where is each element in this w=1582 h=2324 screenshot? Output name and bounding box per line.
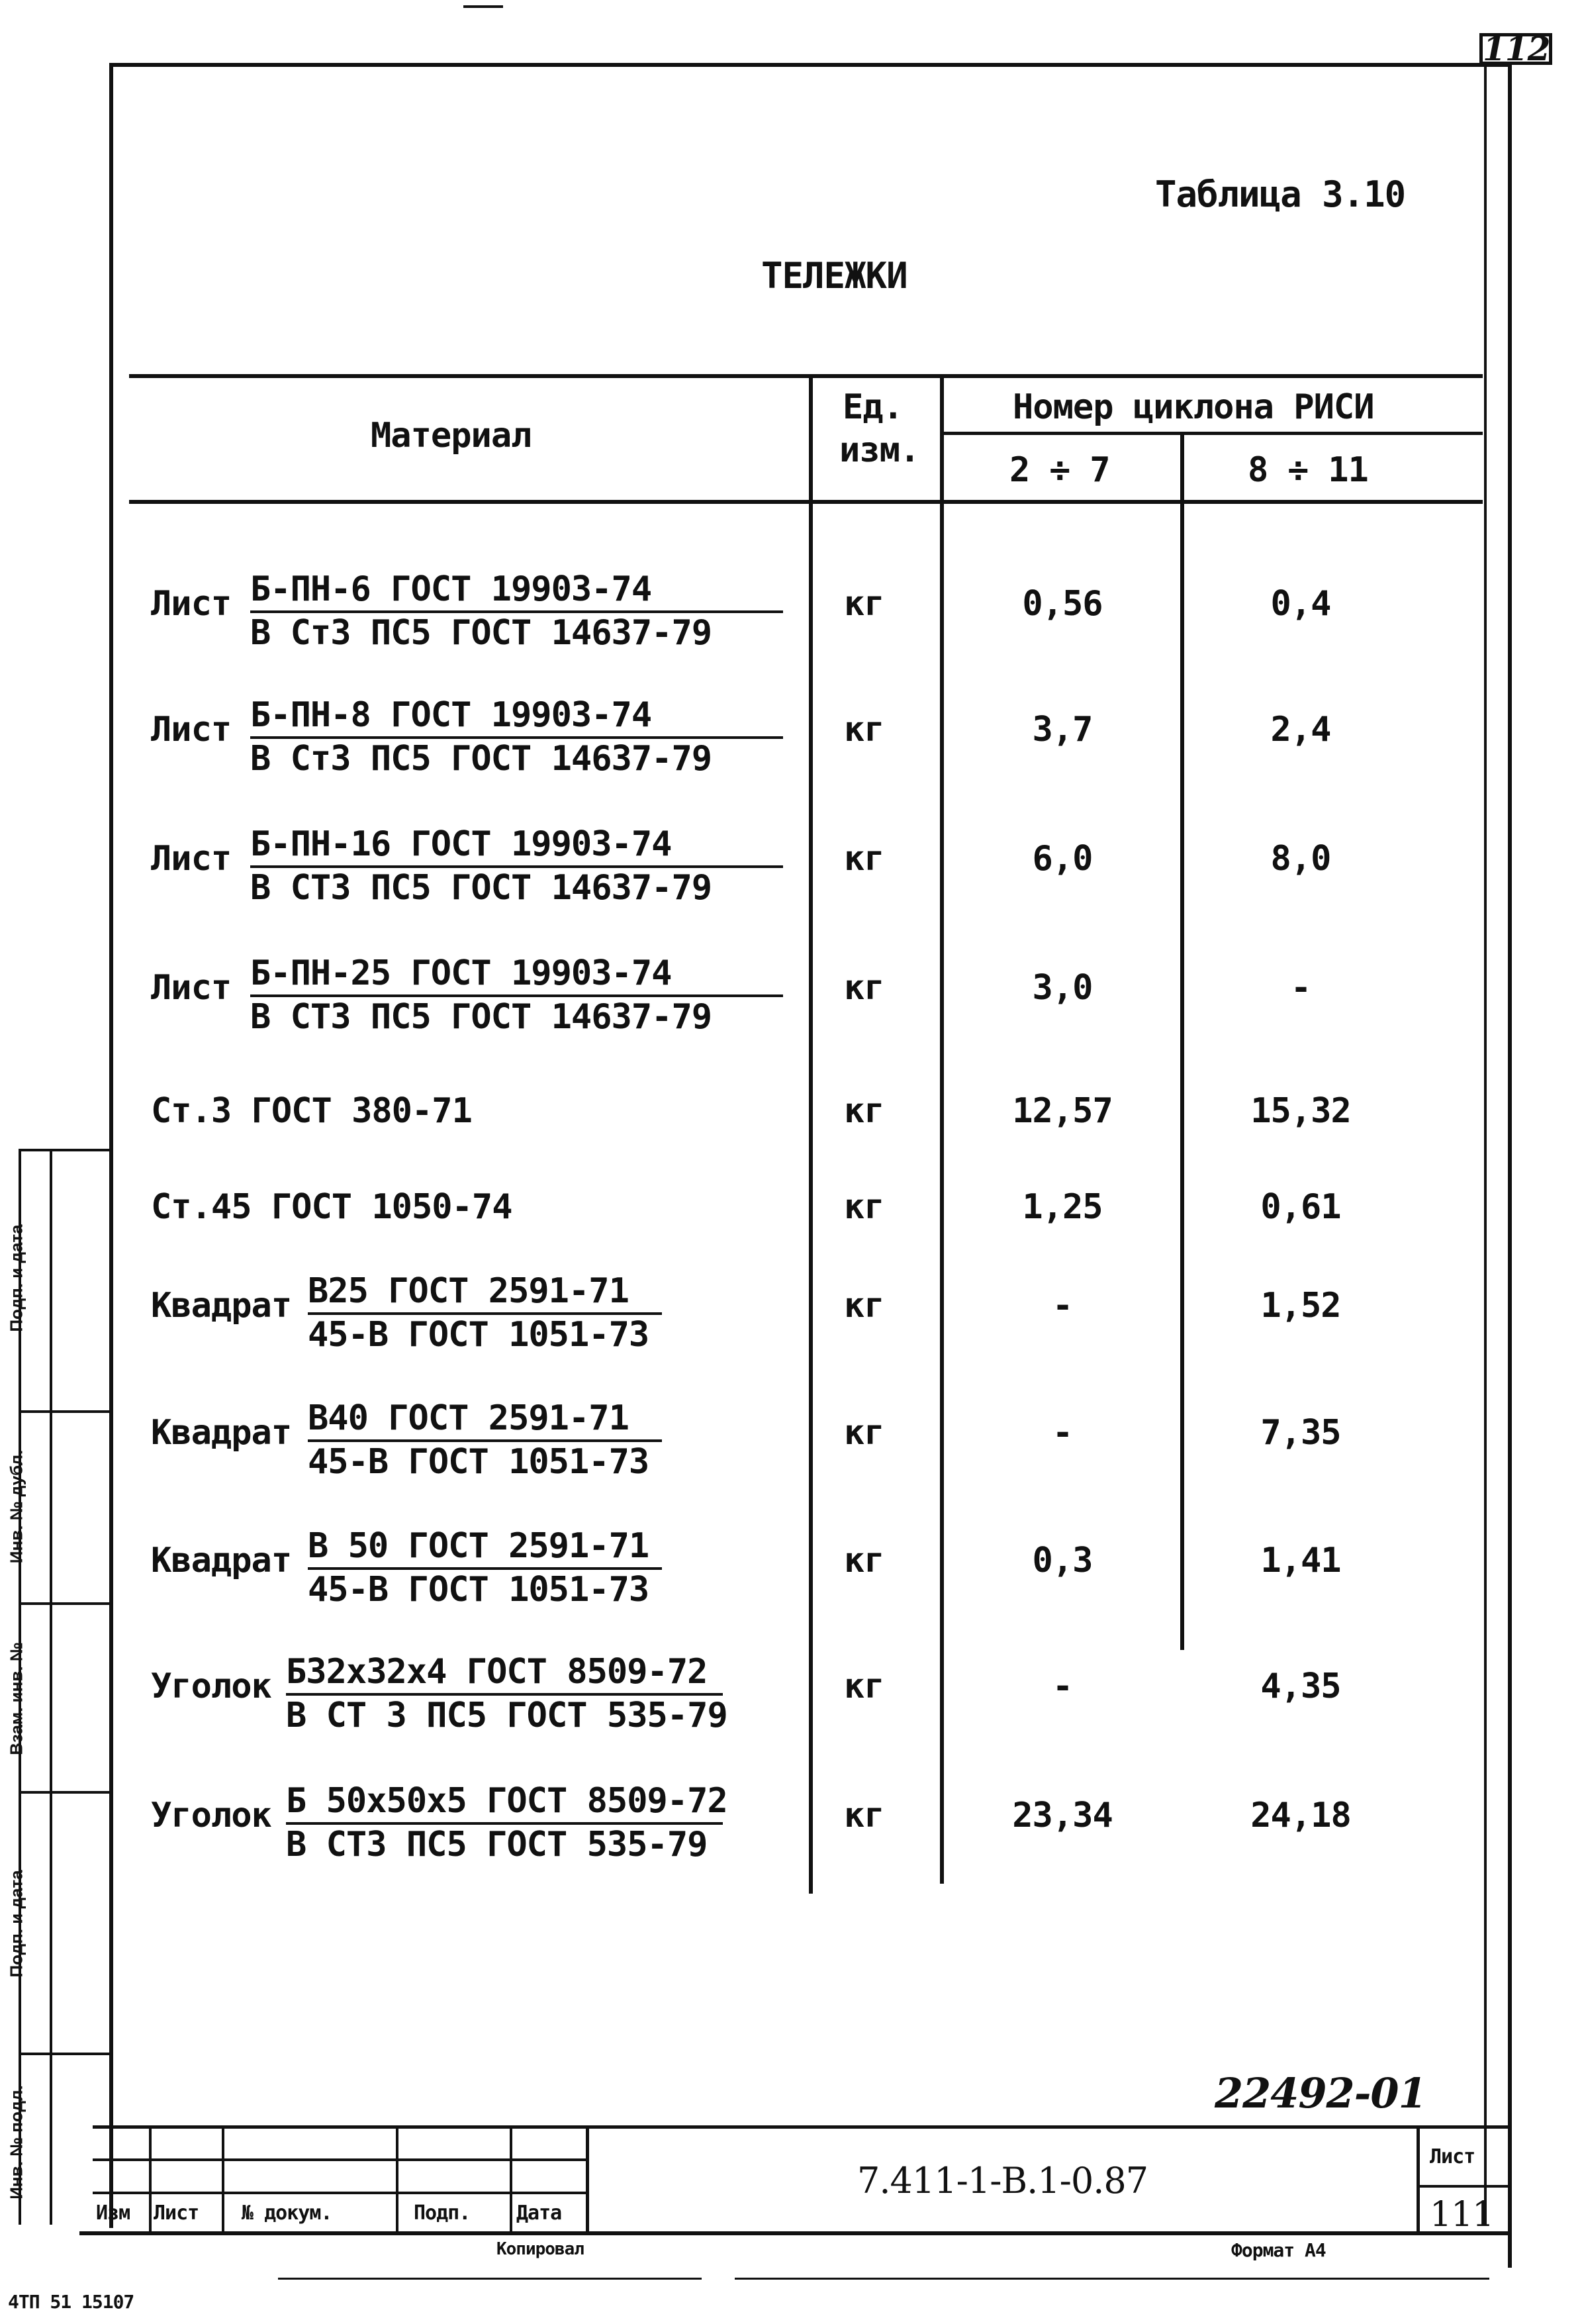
row-material-top: Б 50х50х5 ГОСТ 8509-72 <box>286 1781 727 1821</box>
row-unit: кг <box>844 1413 884 1453</box>
row-value-col1: 23,34 <box>1012 1796 1113 1835</box>
title-block-v5 <box>586 2125 589 2231</box>
row-material-top: Б-ПН-8 ГОСТ 19903-74 <box>250 695 652 735</box>
tb-col-list: Лист <box>154 2202 199 2225</box>
header-bottom-rule <box>129 500 1483 504</box>
row-material-top: Ст.45 ГОСТ 1050-74 <box>151 1187 512 1227</box>
row-prefix: Квадрат <box>151 1413 292 1453</box>
header-unit-line1: Ед. <box>843 387 903 427</box>
row-prefix: Лист <box>151 839 232 879</box>
header-col1: 2 ÷ 7 <box>1009 450 1110 490</box>
header-group: Номер циклона РИСИ <box>1013 387 1374 427</box>
row-unit: кг <box>844 1187 884 1227</box>
side-stamp <box>46 1149 109 2228</box>
frame-bottom <box>79 2231 1509 2235</box>
tb-col-izm: Изм <box>96 2202 130 2225</box>
row-value-col1: 6,0 <box>1032 839 1093 879</box>
row-value-col1: 3,7 <box>1032 710 1093 750</box>
row-value-col2: 2,4 <box>1270 710 1331 750</box>
row-unit: кг <box>844 968 884 1008</box>
row-unit: кг <box>844 1286 884 1326</box>
format-label: Формат А4 <box>1231 2239 1326 2261</box>
side-stamp-sep-4 <box>19 2053 111 2055</box>
row-unit: кг <box>844 1091 884 1131</box>
row-value-col1: - <box>1052 1413 1073 1453</box>
side-stamp-label-4: Подп. и дата <box>6 1870 26 1978</box>
row-value-col2: 1,52 <box>1260 1286 1341 1326</box>
row-prefix: Лист <box>151 584 232 624</box>
frame-left <box>109 63 113 2228</box>
row-value-col2: 8,0 <box>1270 839 1331 879</box>
frame-right-inner <box>1484 66 1487 2225</box>
row-value-col1: 1,25 <box>1022 1187 1103 1227</box>
row-material-bottom: В Ст3 ПС5 ГОСТ 14637-79 <box>250 739 712 779</box>
row-material-top: Ст.3 ГОСТ 380-71 <box>151 1091 472 1131</box>
header-unit-line2: изм. <box>839 430 920 470</box>
header-col2: 8 ÷ 11 <box>1248 450 1368 490</box>
side-stamp-label-2: Инв. № дубл. <box>6 1449 26 1564</box>
row-unit: кг <box>844 1796 884 1835</box>
row-material-top: Б32х32х4 ГОСТ 8509-72 <box>286 1652 708 1692</box>
row-value-col1: - <box>1052 1667 1073 1706</box>
sheet-label: Лист <box>1430 2145 1475 2168</box>
row-material-bottom: В СТ 3 ПС5 ГОСТ 535-79 <box>286 1696 727 1735</box>
side-stamp-label-5: Инв. № подл. <box>6 2085 26 2200</box>
row-material-bottom: 45-В ГОСТ 1051-73 <box>308 1315 649 1355</box>
row-value-col2: 0,4 <box>1270 584 1331 624</box>
header-material: Материал <box>371 416 532 456</box>
row-value-col1: - <box>1052 1286 1073 1326</box>
title-block-v3 <box>396 2125 398 2231</box>
row-value-col1: 12,57 <box>1012 1091 1113 1131</box>
row-value-col1: 3,0 <box>1032 968 1093 1008</box>
row-value-col2: 0,61 <box>1260 1187 1341 1227</box>
row-value-col2: 24,18 <box>1250 1796 1351 1835</box>
side-stamp-label-3: Взам. инв. № <box>6 1642 26 1755</box>
row-unit: кг <box>844 710 884 750</box>
bottom-left-code: 4ТП 51 15107 <box>8 2291 134 2313</box>
title-block-v1 <box>149 2125 152 2231</box>
row-value-col1: 0,56 <box>1022 584 1103 624</box>
sheet-corner-number: 112 <box>1483 29 1550 68</box>
scan-mark <box>463 5 503 8</box>
bottom-rule-left <box>278 2278 702 2280</box>
side-stamp-sep-2 <box>19 1602 111 1605</box>
tb-col-dokum: № докум. <box>242 2202 332 2225</box>
row-prefix: Уголок <box>151 1667 271 1706</box>
tb-col-podp: Подп. <box>414 2202 471 2225</box>
row-prefix: Квадрат <box>151 1541 292 1580</box>
header-top-rule <box>129 374 1483 378</box>
col-line-3 <box>1180 432 1184 1650</box>
title-block-v6 <box>1417 2125 1420 2231</box>
row-material-bottom: 45-В ГОСТ 1051-73 <box>308 1570 649 1610</box>
title-block-top <box>93 2125 1509 2129</box>
tb-col-data: Дата <box>516 2202 562 2225</box>
row-value-col2: 15,32 <box>1250 1091 1351 1131</box>
row-material-bottom: В Ст3 ПС5 ГОСТ 14637-79 <box>250 613 712 653</box>
row-material-top: В 50 ГОСТ 2591-71 <box>308 1526 649 1566</box>
frame-right <box>1508 63 1512 2268</box>
row-material-bottom: В СТ3 ПС5 ГОСТ 535-79 <box>286 1825 708 1864</box>
row-value-col2: - <box>1290 968 1311 1008</box>
row-prefix: Квадрат <box>151 1286 292 1326</box>
row-unit: кг <box>844 839 884 879</box>
frame-top <box>109 63 1509 67</box>
row-value-col2: 4,35 <box>1260 1667 1341 1706</box>
col-line-2 <box>940 374 944 1884</box>
row-material-top: В40 ГОСТ 2591-71 <box>308 1398 629 1438</box>
row-prefix: Уголок <box>151 1796 271 1835</box>
row-value-col2: 1,41 <box>1260 1541 1341 1580</box>
row-value-col1: 0,3 <box>1032 1541 1093 1580</box>
handwritten-number: 22492-01 <box>1215 2069 1426 2117</box>
side-stamp-sep-3 <box>19 1791 111 1794</box>
row-value-col2: 7,35 <box>1260 1413 1341 1453</box>
row-material-top: В25 ГОСТ 2591-71 <box>308 1271 629 1311</box>
row-unit: кг <box>844 1667 884 1706</box>
sheet-number: 111 <box>1430 2195 1494 2235</box>
row-material-top: Б-ПН-25 ГОСТ 19903-74 <box>250 953 672 993</box>
side-stamp-top <box>19 1149 111 1151</box>
doc-code: 7.411-1-В.1-0.87 <box>857 2160 1148 2202</box>
row-prefix: Лист <box>151 710 232 750</box>
row-material-bottom: В СТ3 ПС5 ГОСТ 14637-79 <box>250 868 712 908</box>
row-material-bottom: В СТ3 ПС5 ГОСТ 14637-79 <box>250 997 712 1037</box>
row-unit: кг <box>844 1541 884 1580</box>
row-unit: кг <box>844 584 884 624</box>
side-stamp-label-1: Подп. и дата <box>6 1224 26 1332</box>
row-material-top: Б-ПН-16 ГОСТ 19903-74 <box>250 824 672 864</box>
copied-label: Копировал <box>496 2239 584 2259</box>
title-block-v2 <box>222 2125 224 2231</box>
page-title: ТЕЛЕЖКИ <box>761 255 907 297</box>
row-material-bottom: 45-В ГОСТ 1051-73 <box>308 1442 649 1482</box>
table-label: Таблица 3.10 <box>1155 173 1406 215</box>
bottom-rule-right <box>735 2278 1489 2280</box>
col-line-1 <box>809 374 813 1894</box>
side-stamp-inner-left <box>50 1149 52 2225</box>
side-stamp-sep-1 <box>19 1410 111 1413</box>
title-block-sheet-sep <box>1417 2185 1509 2188</box>
row-prefix: Лист <box>151 968 232 1008</box>
title-block-v4 <box>510 2125 512 2231</box>
header-mid-rule <box>943 432 1483 435</box>
row-material-top: Б-ПН-6 ГОСТ 19903-74 <box>250 569 652 609</box>
